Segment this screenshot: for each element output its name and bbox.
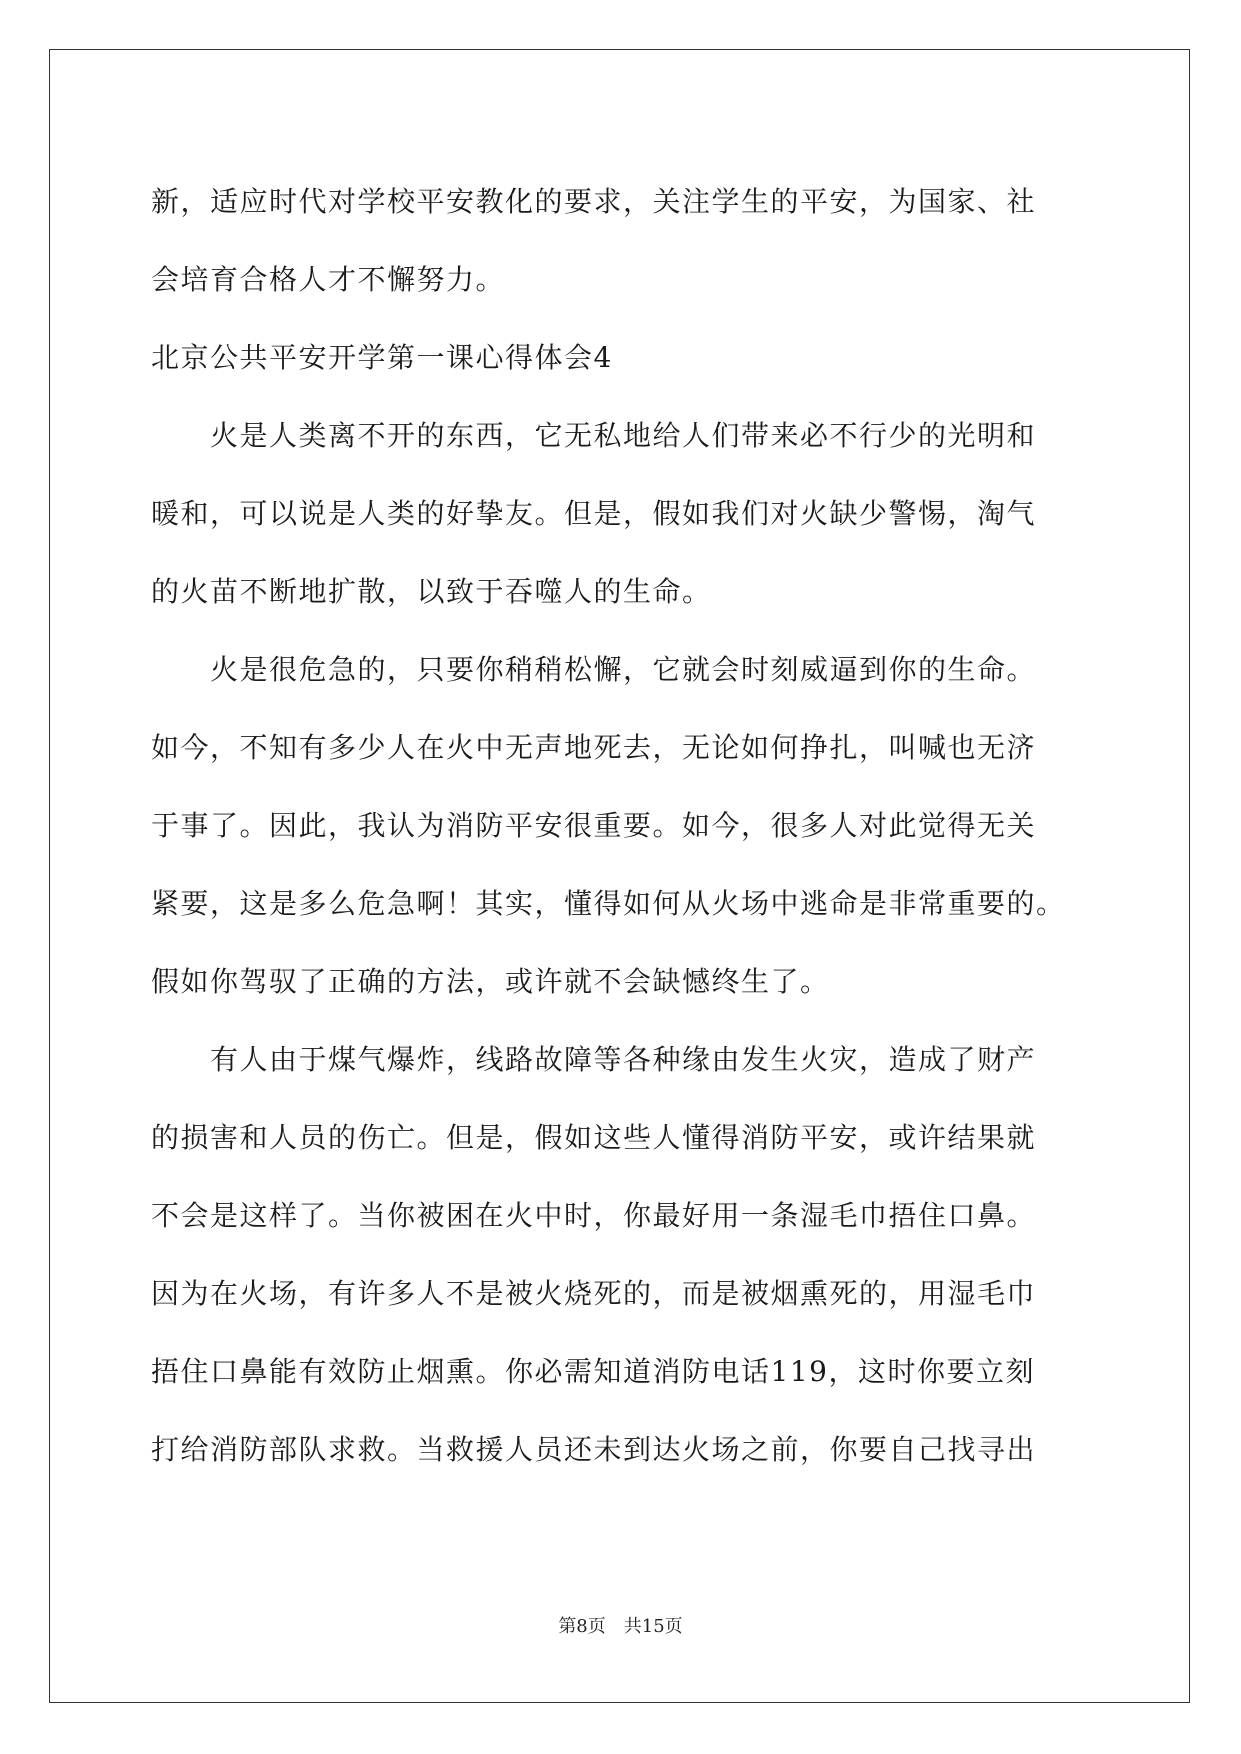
body-line: 如今，不知有多少人在火中无声地死去，无论如何挣扎，叫喊也无济 [151,731,1037,764]
body-line: 会培育合格人才不懈努力。 [151,263,506,296]
body-line: 紧要，这是多么危急啊！其实，懂得如何从火场中逃命是非常重要的。 [151,887,1066,920]
body-line: 打给消防部队求救。当救援人员还未到达火场之前，你要自己找寻出 [151,1433,1037,1466]
body-line: 有人由于煤气爆炸，线路故障等各种缘由发生火灾，造成了财产 [151,1043,1037,1076]
body-line: 不会是这样了。当你被困在火中时，你最好用一条湿毛巾捂住口鼻。 [151,1199,1037,1232]
page-footer [0,1612,1241,1638]
body-line: 暖和，可以说是人类的好挚友。但是，假如我们对火缺少警惕，淘气 [151,497,1037,530]
body-line: 火是人类离不开的东西，它无私地给人们带来必不行少的光明和 [151,419,1037,452]
page-number: 第8页 共15页 [558,1616,683,1637]
document-body [151,163,1091,1489]
body-line: 捂住口鼻能有效防止烟熏。你必需知道消防电话119，这时你要立刻 [151,1355,1035,1388]
body-line: 的损害和人员的伤亡。但是，假如这些人懂得消防平安，或许结果就 [151,1121,1037,1154]
body-line: 的火苗不断地扩散，以致于吞噬人的生命。 [151,575,712,608]
body-line: 火是很危急的，只要你稍稍松懈，它就会时刻威逼到你的生命。 [151,653,1037,686]
body-line: 于事了。因此，我认为消防平安很重要。如今，很多人对此觉得无关 [151,809,1037,842]
section-heading: 北京公共平安开学第一课心得体会4 [151,341,613,374]
body-line: 新，适应时代对学校平安教化的要求，关注学生的平安，为国家、社 [151,185,1037,218]
body-line: 假如你驾驭了正确的方法，或许就不会缺憾终生了。 [151,965,830,998]
body-line: 因为在火场，有许多人不是被火烧死的，而是被烟熏死的，用湿毛巾 [151,1277,1037,1310]
